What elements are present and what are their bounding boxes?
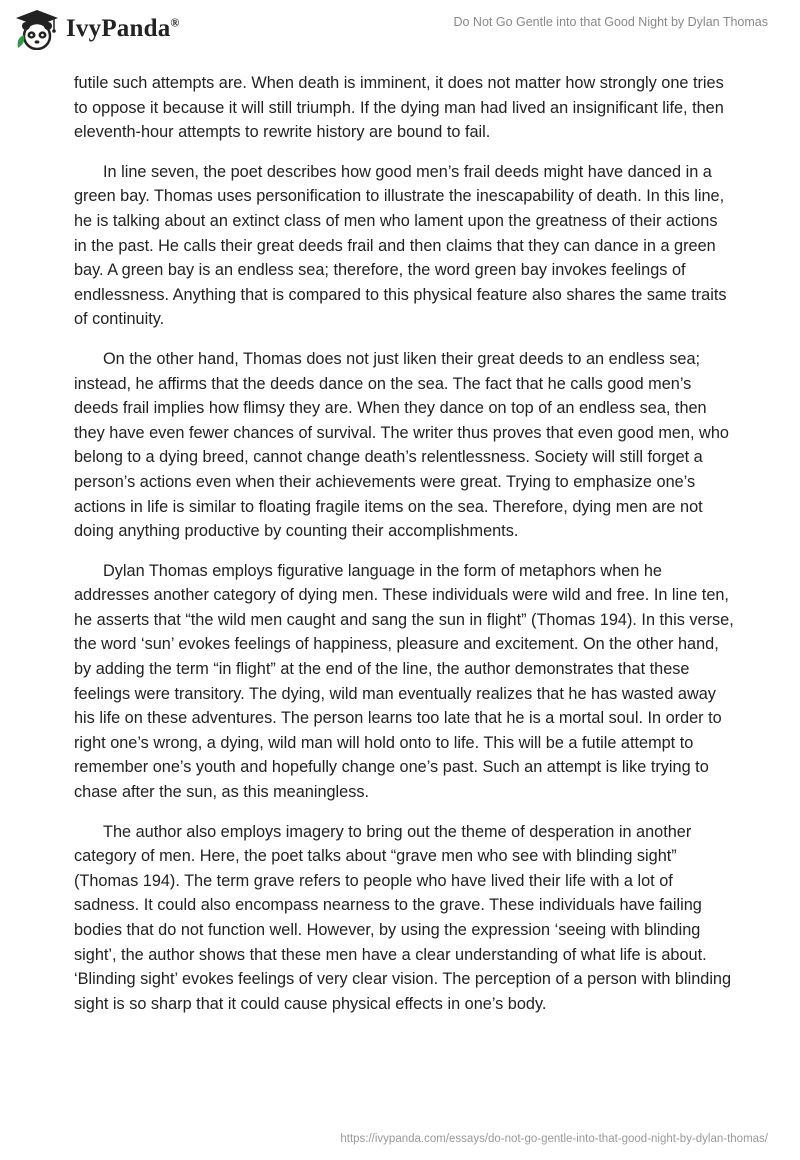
document-title: Do Not Go Gentle into that Good Night by Dylan Thomas [453,15,768,29]
essay-body [74,71,734,1031]
paragraph: In line seven, the poet describes how good men’s frail deeds might have danced in a green bay. Thomas uses personification to illustrate the inescapability of death. In this line, he is talking about an extinct class of men who lament upon the greatness of their actions in the past. He calls their great deeds frail and then claims that they can dance in a green bay. A green bay is an endless sea; therefore, the word green bay invokes feelings of endlessness. Anything that is compared to this physical feature also shares the same traits of continuity. [74,162,727,329]
registered-mark: ® [170,15,180,30]
ivypanda-logo[interactable] [14,8,180,50]
source-url[interactable]: https://ivypanda.com/essays/do-not-go-gentle-into-that-good-night-by-dylan-thomas/ [340,1133,768,1145]
panda-graduate-icon [14,8,60,50]
paragraph: On the other hand, Thomas does not just liken their great deeds to an endless sea; instead, he affirms that the deeds dance on the sea. The fact that he calls good men’s deeds frail implies how flimsy they are. When they dance on top of an endless sea, then they have even fewer chances of survival. The writer thus proves that even good men, who belong to a dying breed, cannot change death’s relentlessness. Society will still forget a person’s actions even when their achievements were great. Trying to emphasize one’s actions in life is similar to floating fragile items on the sea. Therefore, dying men are not doing anything productive by counting their accomplishments. [74,349,729,541]
logo-text: IvyPanda® [66,15,180,42]
page-header [0,0,800,70]
paragraph: Dylan Thomas employs figurative language in the form of metaphors when he addresses another category of dying men. These individuals were wild and free. In line ten, he asserts that “the wild men caught and sang the sun in flight” (Thomas 194). In this verse, the word ‘sun’ evokes feelings of happiness, pleasure and excitement. On the other hand, by adding the term “in flight” at the end of the line, the author demonstrates that these feelings were transitory. The dying, wild man eventually realizes that he has wasted away his life on these adventures. The person learns too late that he is a mortal soul. In order to right one’s wrong, a dying, wild man will hold onto to life. This will be a futile attempt to remember one’s youth and hopefully change one’s past. Such an attempt is like trying to chase after the sun, as this meaningless. [74,561,734,802]
paragraph-continued: futile such attempts are. When death is imminent, it does not matter how strongly one tries to oppose it because it will still triumph. If the dying man had lived an insignificant life, then eleventh-hour attempts to rewrite history are bound to fail. [74,74,724,142]
paragraph: The author also employs imagery to bring out the theme of desperation in another category of men. Here, the poet talks about “grave men who see with blinding sight” (Thomas 194). The term grave refers to people who have lived their life with a lot of sadness. It could also encompass nearness to the grave. These individuals have failing bodies that do not function well. However, by using the expression ‘seeing with blinding sight’, the author shows that these men have a clear understanding of what life is about. ‘Blinding sight’ evokes feelings of very clear vision. The perception of a person with blinding sight is so sharp that it could cause physical effects in one’s body. [74,822,732,1013]
